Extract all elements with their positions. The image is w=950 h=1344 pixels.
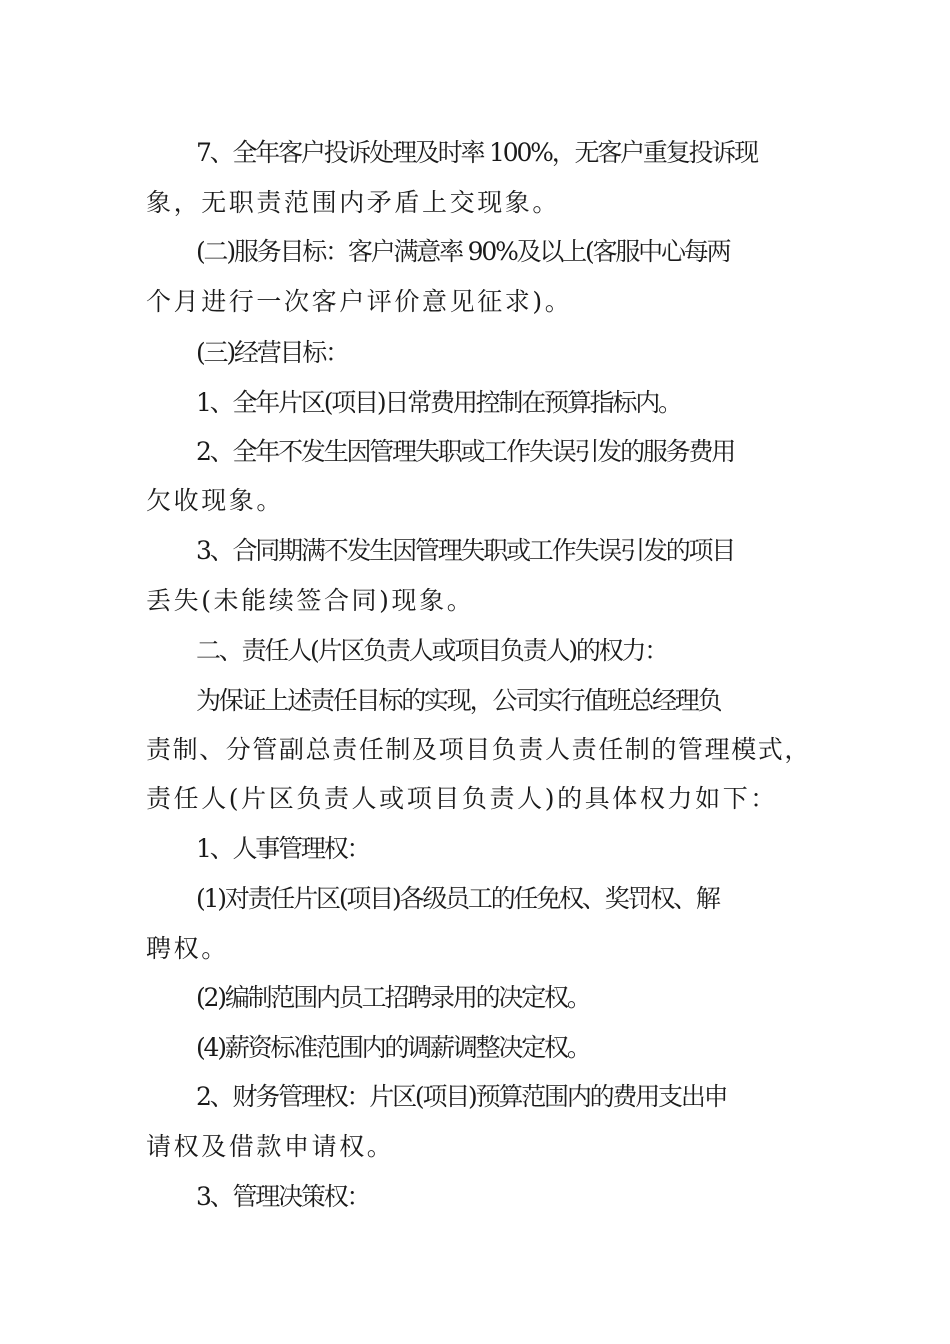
text-line-8: 欠收现象。 xyxy=(146,486,285,515)
text-line-6: 1、全年片区(项目)日常费用控制在预算指标内。 xyxy=(196,388,681,417)
text-line-22: 3、管理决策权： xyxy=(196,1182,370,1211)
text-line-11: 二、责任人(片区负责人或项目负责人)的权力： xyxy=(196,636,668,665)
text-line-16: (1)对责任片区(项目)各级员工的任免权、奖罚权、解 xyxy=(196,884,719,913)
text-line-5: (三)经营目标： xyxy=(196,338,348,367)
text-line-4: 个月进行一次客户评价意见征求)。 xyxy=(146,287,573,316)
text-line-13: 责制、分管副总责任制及项目负责人责任制的管理模式， xyxy=(146,735,812,764)
text-line-10: 丢失(未能续签合同)现象。 xyxy=(146,586,475,615)
text-line-14: 责任人(片区负责人或项目负责人)的具体权力如下： xyxy=(146,784,778,813)
text-line-9: 3、合同期满不发生因管理失职或工作失误引发的项目 xyxy=(196,536,735,565)
text-line-17: 聘权。 xyxy=(146,934,229,963)
text-line-1: 7、全年客户投诉处理及时率 100%，无客户重复投诉现 xyxy=(196,138,757,167)
text-line-7: 2、全年不发生因管理失职或工作失误引发的服务费用 xyxy=(196,437,735,466)
text-line-20: 2、财务管理权：片区(项目)预算范围内的费用支出申 xyxy=(196,1082,727,1111)
text-line-12: 为保证上述责任目标的实现，公司实行值班总经理负 xyxy=(196,686,721,715)
text-line-21: 请权及借款申请权。 xyxy=(146,1132,395,1161)
text-line-18: (2)编制范围内员工招聘录用的决定权。 xyxy=(196,983,590,1012)
text-line-2: 象，无职责范围内矛盾上交现象。 xyxy=(146,188,561,217)
text-line-19: (4)薪资标准范围内的调薪调整决定权。 xyxy=(196,1033,590,1062)
text-line-3: (二)服务目标：客户满意率 90%及以上(客服中心每两 xyxy=(196,237,730,266)
text-line-15: 1、人事管理权： xyxy=(196,834,370,863)
